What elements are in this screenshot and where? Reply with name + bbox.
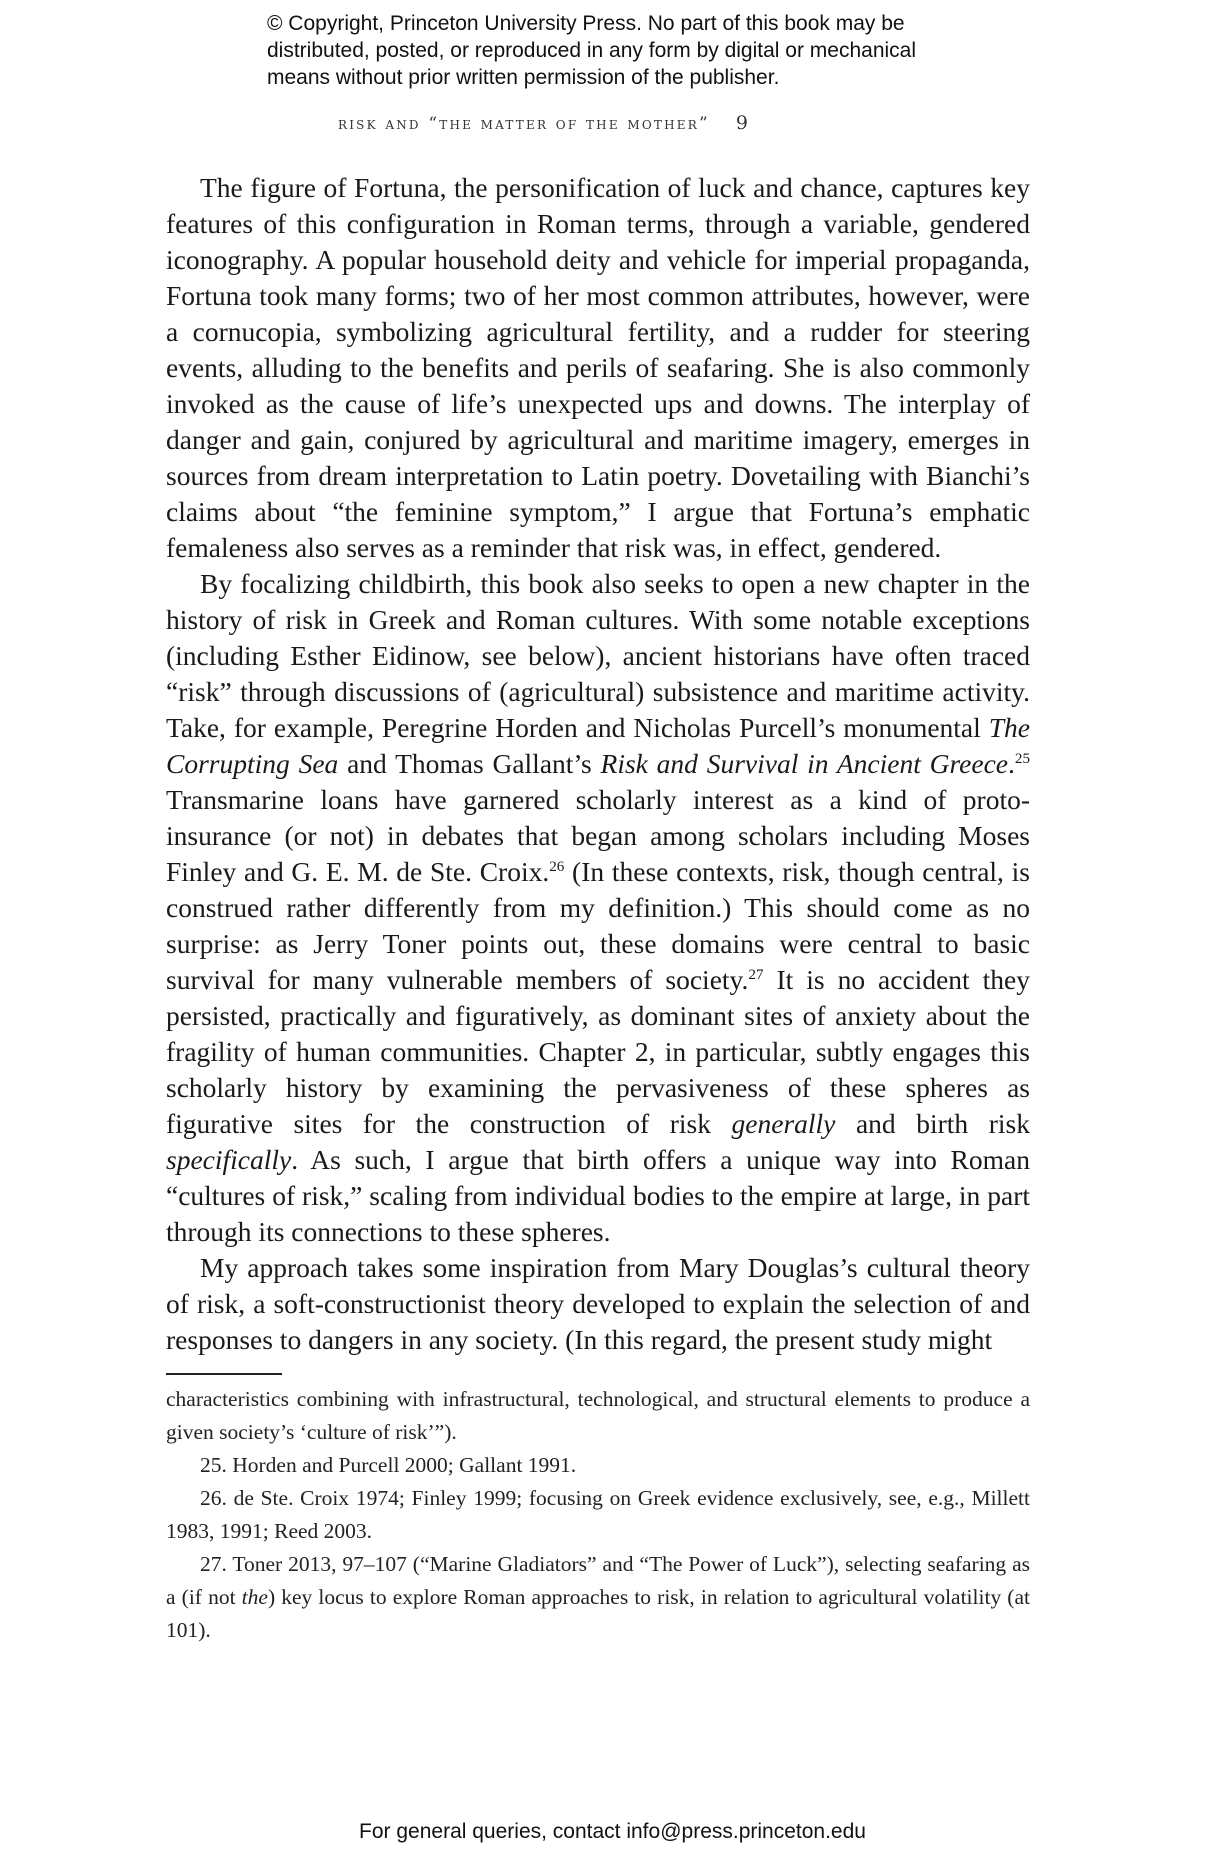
paragraph-2-text: . bbox=[1008, 748, 1015, 779]
footnote-divider bbox=[166, 1373, 282, 1375]
italic-emphasis: the bbox=[241, 1585, 268, 1609]
main-text bbox=[166, 170, 1030, 1358]
footnote-continued: characteristics combining with infrastructural, technological, and structural elements to produce a given society’s ‘culture of risk’”). bbox=[166, 1387, 1030, 1444]
footnote-25: 25. Horden and Purcell 2000; Gallant 1991. bbox=[200, 1453, 577, 1477]
page-number: 9 bbox=[735, 112, 748, 134]
paragraph-3: My approach takes some inspiration from Mary Douglas’s cultural theory of risk, a soft-constructionist theory developed to explain the selection of and responses to dangers in any society. (In this regard, the present study might bbox=[166, 1252, 1030, 1355]
footnote-27 bbox=[166, 1548, 1030, 1647]
paragraph-2-text: and birth risk bbox=[835, 1108, 1030, 1139]
paragraph-1: The figure of Fortuna, the personification of luck and chance, captures key features of this configuration in Roman terms, through a variable, gendered iconography. A popular household deity and vehicle for imperial propaganda, Fortuna took many forms; two of her most common attributes, however, were a cornucopia, symbolizing agricultural fertility, and a rudder for steering events, alluding to the benefits and perils of seafaring. She is also commonly invoked as the cause of life’s unexpected ups and downs. The interplay of danger and gain, conjured by agricultural and maritime imagery, emerges in sources from dream interpretation to Latin poetry. Dovetailing with Bianchi’s claims about “the feminine symptom,” I argue that Fortuna’s emphatic femaleness also serves as a reminder that risk was, in effect, gendered. bbox=[166, 172, 1030, 563]
running-head bbox=[338, 112, 748, 134]
paragraph-2-text: and Thomas Gallant’s bbox=[338, 748, 601, 779]
footnote-ref-27[interactable]: 27 bbox=[748, 966, 764, 983]
running-head-title: risk and “the matter of the mother” bbox=[338, 114, 710, 134]
footnote-ref-26[interactable]: 26 bbox=[549, 858, 565, 875]
copyright-line-3: means without prior written permission of the publisher. bbox=[267, 66, 780, 89]
italic-emphasis: generally bbox=[731, 1108, 836, 1139]
italic-title: The Corrupting Sea bbox=[166, 712, 1030, 779]
footnote-26: 26. de Ste. Croix 1974; Finley 1999; focusing on Greek evidence exclusively, see, e.g., Millett 1983, 1991; Reed 2003. bbox=[166, 1486, 1030, 1543]
copyright-line-1: © Copyright, Princeton University Press. No part of this book may be bbox=[267, 12, 905, 35]
copyright-notice bbox=[267, 10, 1027, 91]
italic-emphasis: specifically bbox=[166, 1144, 292, 1175]
copyright-line-2: distributed, posted, or reproduced in any form by digital or mechanical bbox=[267, 39, 917, 62]
contact-notice: For general queries, contact info@press.princeton.edu bbox=[359, 1820, 866, 1843]
footnote-27-text: ) key locus to explore Roman approaches to risk, in relation to agricultural volatility (at 101). bbox=[166, 1585, 1030, 1642]
paragraph-2-text: By focalizing childbirth, this book also seeks to open a new chapter in the history of risk in Greek and Roman cultures. With some notable exceptions (including Esther Eidinow, see below), ancient historians have often traced “risk” through discussions of (agricultural) subsistence and maritime activity. Take, for example, Peregrine Horden and Nicholas Purcell’s monumental bbox=[166, 568, 1030, 743]
italic-title: Risk and Survival in Ancient Greece bbox=[600, 748, 1009, 779]
paragraph-2 bbox=[166, 566, 1030, 1250]
footnotes bbox=[166, 1383, 1030, 1647]
footnote-ref-25[interactable]: 25 bbox=[1014, 750, 1030, 767]
paragraph-2-text: Transmarine loans have garnered scholarly interest as a kind of proto-insurance (or not) in debates that began among scholars including Moses Finley and G. E. M. de Ste. Croix. bbox=[166, 784, 1030, 887]
paragraph-2-text: It is no accident they persisted, practically and figuratively, as dominant sites of anxiety about the fragility of human communities. Chapter 2, in particular, subtly engages this scholarly history by examining the pervasiveness of these spheres as figurative sites for the construction of risk bbox=[166, 964, 1030, 1139]
paragraph-2-text: (In these contexts, risk, though central, is construed rather differently from my definition.) This should come as no surprise: as Jerry Toner points out, these domains were central to basic survival for many vulnerable members of society. bbox=[166, 856, 1030, 995]
footnote-27-text: 27. Toner 2013, 97–107 (“Marine Gladiators” and “The Power of Luck”), selecting seafaring as a (if not bbox=[166, 1552, 1030, 1609]
paragraph-2-text: . As such, I argue that birth offers a unique way into Roman “cultures of risk,” scaling from individual bodies to the empire at large, in part through its connections to these spheres. bbox=[166, 1144, 1030, 1247]
